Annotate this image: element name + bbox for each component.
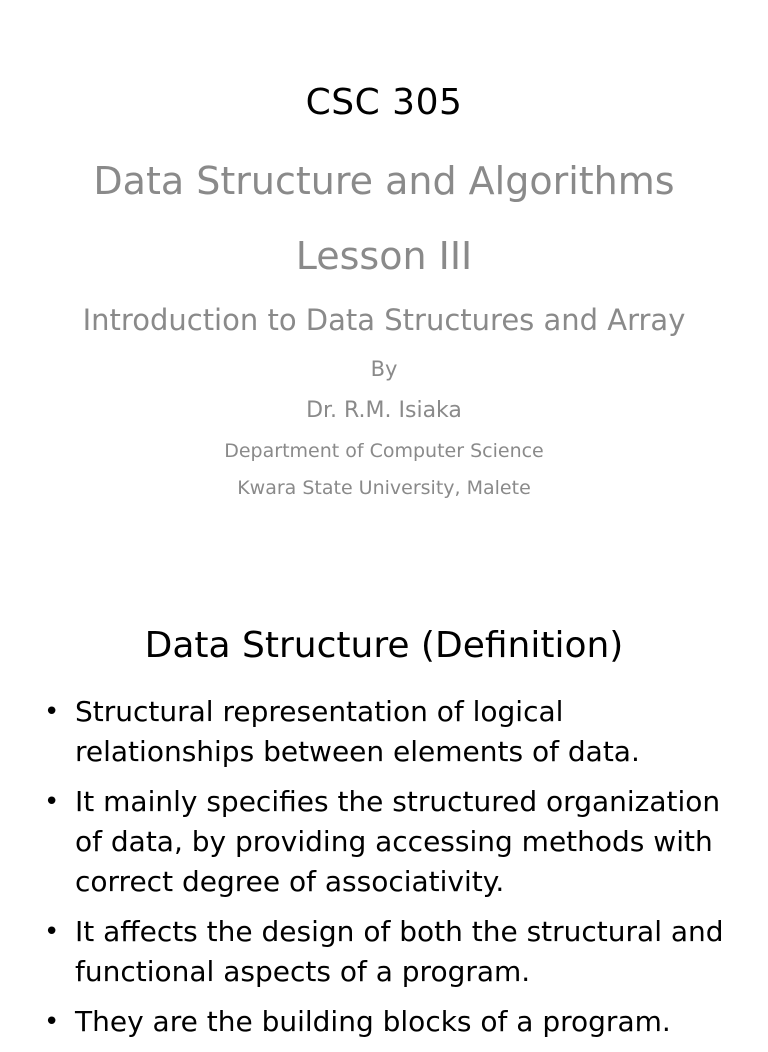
bullet-dot-icon: • <box>44 787 60 817</box>
bullet-text: It mainly specifies the structured organization of data, by providing accessing methods with correct degree of associativity. <box>75 785 721 898</box>
bullet-text: It affects the design of both the structural and functional aspects of a program. <box>75 915 724 988</box>
bullet-dot-icon: • <box>44 697 60 727</box>
lesson-number: Lesson III <box>295 234 473 278</box>
bullet-item <box>0 912 768 992</box>
author-name: Dr. R.M. Isiaka <box>306 398 462 423</box>
slide-subtitle: Introduction to Data Structures and Array <box>82 303 686 337</box>
by-label: By <box>370 357 398 381</box>
bullet-item <box>0 782 768 902</box>
university-name: Kwara State University, Malete <box>237 477 531 499</box>
definition-heading: Data Structure (Definition) <box>144 625 624 666</box>
definition-bullet-list <box>0 692 768 1052</box>
bullet-text: They are the building blocks of a program. <box>75 1005 671 1038</box>
course-title: Data Structure and Algorithms <box>93 159 675 203</box>
bullet-item <box>0 1002 768 1042</box>
course-code: CSC 305 <box>305 82 463 123</box>
definition-slide <box>0 576 768 1038</box>
department-name: Department of Computer Science <box>224 440 544 462</box>
bullet-dot-icon: • <box>44 1007 60 1037</box>
bullet-text: Structural representation of logical relationships between elements of data. <box>75 695 640 768</box>
bullet-item <box>0 692 768 772</box>
bullet-dot-icon: • <box>44 917 60 947</box>
